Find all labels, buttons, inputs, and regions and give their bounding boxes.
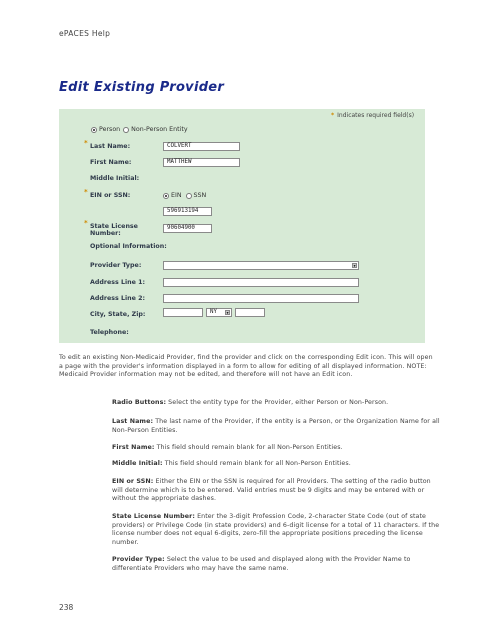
definition-ein-ssn: EIN or SSN: Either the EIN or the SSN is required for all Providers. The setting of the radio button will determine which is to be entered. Valid entries must be 9 digits and may be entered with or without the appropriate dashes. [112, 478, 431, 503]
chevron-down-icon [352, 263, 357, 268]
required-star-icon: * [84, 188, 88, 196]
intro-paragraph: To edit an existing Non-Medicaid Provider, find the provider and click on the corresponding Edit icon. This will open a page with the provider's information displayed in a form to allow for editing of all displayed information. NOTE: Medicaid Provider information may not be edited, and therefore will not have an Edit icon. [59, 354, 433, 379]
definition-provider-type: Provider Type: Select the value to be used and displayed along with the Provider Name to differentiate Providers who may have the same name. [112, 556, 411, 572]
optional-info-heading: Optional Information: [90, 243, 167, 250]
radio-person[interactable] [91, 127, 97, 133]
chevron-down-icon [225, 310, 230, 315]
required-note: * Indicates required field(s) [331, 112, 415, 119]
edit-provider-form [59, 109, 425, 343]
required-star-icon: * [331, 112, 335, 119]
address-line2-input[interactable] [163, 294, 359, 303]
page-title: Edit Existing Provider [59, 80, 225, 95]
provider-type-label: Provider Type: [90, 262, 142, 269]
provider-type-select[interactable] [163, 261, 359, 270]
address-line1-input[interactable] [163, 278, 359, 287]
first-name-label: First Name: [90, 159, 132, 166]
definition-state-license: State License Number: Enter the 3-digit Profession Code, 2-character State Code (out of state providers) or Privilege Code (in state providers) and 6-digit license for a total of 11 characters. If the license number does not equal 6-digits, zero-fill the appropriate positions preceding the license number. [112, 513, 440, 546]
telephone-label: Telephone: [90, 329, 129, 336]
last-name-label: Last Name: [90, 143, 131, 150]
zip-input[interactable] [235, 308, 265, 317]
required-star-icon: * [84, 139, 88, 147]
radio-ssn[interactable] [186, 193, 192, 199]
state-license-input[interactable]: 90604900 [163, 224, 212, 233]
ein-ssn-input[interactable]: 596913194 [163, 207, 212, 216]
city-input[interactable] [163, 308, 203, 317]
radio-ein[interactable] [163, 193, 169, 199]
definition-radio-buttons: Radio Buttons: Select the entity type for the Provider, either Person or Non-Person. [112, 399, 389, 406]
page-number: 238 [59, 603, 74, 612]
last-name-input[interactable]: COLVERT [163, 142, 240, 151]
definition-middle-initial: Middle Initial: This field should remain blank for all Non-Person Entities. [112, 460, 351, 467]
id-type-radios: EIN SSN [163, 192, 206, 199]
state-select[interactable]: NY ▼ [206, 308, 232, 317]
state-license-label-2: Number: [90, 230, 121, 237]
definition-last-name: Last Name: The last name of the Provider, if the entity is a Person, or the Organization Name for all Non-Person Entities. [112, 418, 440, 434]
radio-non-person[interactable] [123, 127, 129, 133]
required-star-icon: * [84, 219, 88, 227]
definition-first-name: First Name: This field should remain blank for all Non-Person Entities. [112, 444, 343, 451]
address-line2-label: Address Line 2: [90, 295, 145, 302]
running-header: ePACES Help [59, 29, 111, 38]
middle-initial-label: Middle Initial: [90, 175, 140, 182]
entity-type-radios: Person Non-Person Entity [91, 126, 188, 133]
first-name-input[interactable]: MATTHEW [163, 158, 240, 167]
state-license-label: State License [90, 223, 138, 230]
ein-ssn-label: EIN or SSN: [90, 192, 131, 199]
city-state-zip-label: City, State, Zip: [90, 311, 146, 318]
address-line1-label: Address Line 1: [90, 279, 145, 286]
